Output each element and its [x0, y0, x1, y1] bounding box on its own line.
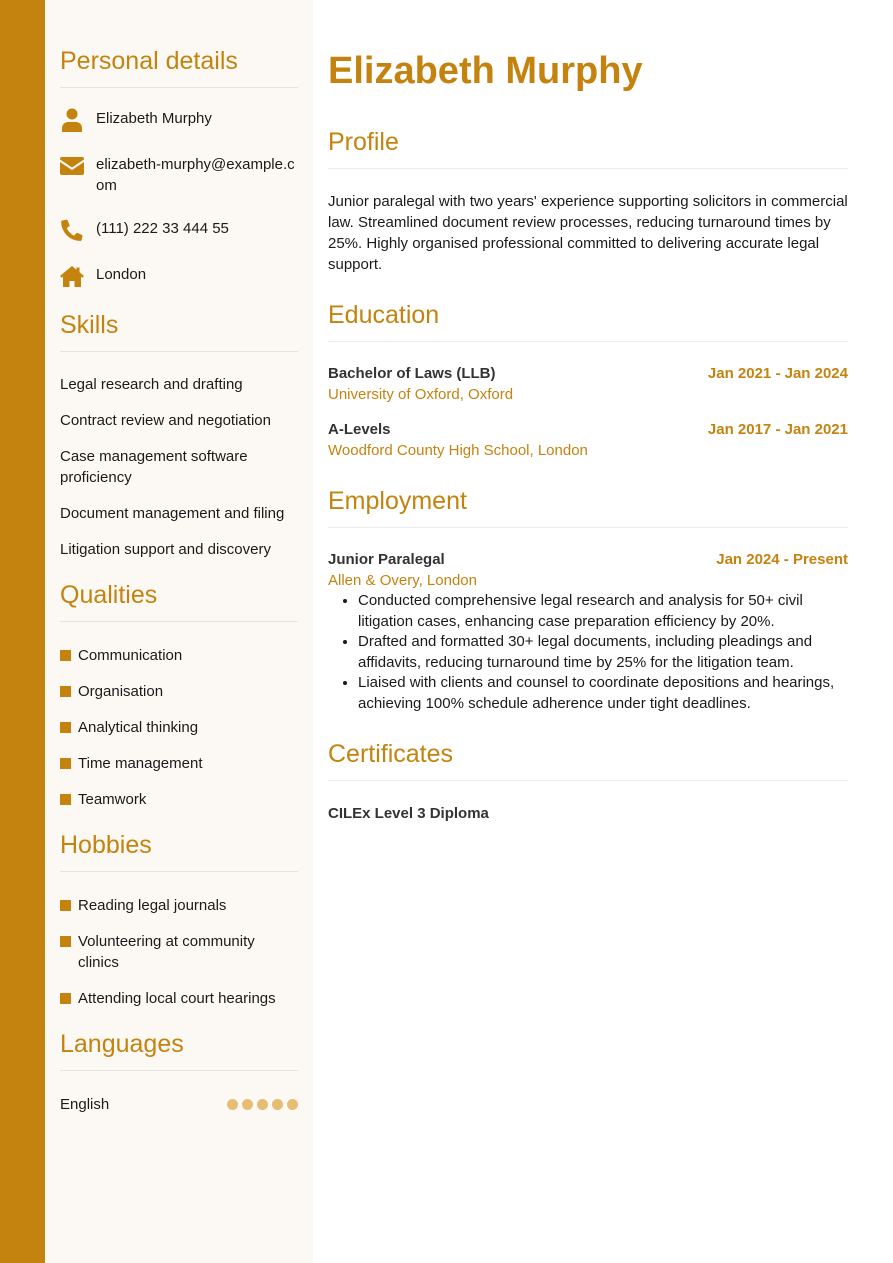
hobby-item: Volunteering at community clinics [60, 931, 298, 973]
section-title: Profile [328, 127, 848, 169]
responsibilities-list [328, 591, 848, 714]
skill-item: Case management software proficiency [60, 448, 248, 486]
square-bullet-icon [60, 650, 71, 661]
employer: Allen & Overy, London [328, 572, 477, 589]
rating-dot-filled [242, 1099, 253, 1110]
qualities-section [60, 580, 298, 810]
date-range: Jan 2021 - Jan 2024 [707, 365, 848, 382]
section-title: Skills [60, 310, 298, 352]
section-title: Education [328, 300, 848, 342]
degree-title: Bachelor of Laws (LLB) [328, 365, 496, 382]
profile-section [328, 127, 848, 275]
rating-dot-filled [227, 1099, 238, 1110]
section-title: Languages [60, 1029, 298, 1071]
main-content [328, 0, 848, 824]
envelope-icon [60, 154, 84, 178]
rating-dot-filled [272, 1099, 283, 1110]
candidate-name: Elizabeth Murphy [328, 50, 643, 92]
rating-dot-filled [287, 1099, 298, 1110]
institution: Woodford County High School, London [328, 442, 588, 459]
language-name: English [60, 1096, 110, 1113]
education-section [328, 300, 848, 461]
responsibility-item: • Drafted and formatted 30+ legal documents, including pleadings and affidavits, reducing turnaround time by 25% for the litigation team. [358, 632, 848, 673]
section-title: Certificates [328, 739, 848, 781]
responsibility-item: • Conducted comprehensive legal research and analysis for 50+ civil litigation cases, enhancing case preparation efficiency by 20%. [358, 591, 848, 632]
quality-item: Analytical thinking [60, 717, 298, 738]
section-title: Employment [328, 486, 848, 528]
skill-item: Contract review and negotiation [60, 412, 271, 429]
phone-icon [60, 218, 84, 242]
quality-item: Communication [60, 645, 298, 666]
square-bullet-icon [60, 686, 71, 697]
job-title: Junior Paralegal [328, 551, 445, 568]
language-level-rating [227, 1099, 298, 1110]
education-entry [328, 419, 848, 461]
responsibility-item: • Liaised with clients and counsel to coordinate depositions and hearings, achieving 100% schedule adherence under tight deadlines. [358, 673, 848, 714]
square-bullet-icon [60, 900, 71, 911]
skill-item: Document management and filing [60, 505, 285, 522]
skill-item: Litigation support and discovery [60, 541, 271, 558]
languages-section [60, 1029, 298, 1115]
accent-stripe [0, 0, 45, 1263]
date-range: Jan 2024 - Present [716, 551, 848, 568]
certificate-item: CILEx Level 3 Diploma [328, 805, 489, 822]
certificates-section [328, 739, 848, 824]
square-bullet-icon [60, 794, 71, 805]
rating-dot-filled [257, 1099, 268, 1110]
skills-section [60, 310, 298, 560]
employment-section [328, 486, 848, 714]
quality-item: Organisation [60, 681, 298, 702]
square-bullet-icon [60, 993, 71, 1004]
language-item [60, 1094, 298, 1115]
hobbies-section [60, 830, 298, 1009]
quality-item: Teamwork [60, 789, 298, 810]
sidebar [45, 0, 313, 1263]
institution: University of Oxford, Oxford [328, 386, 514, 403]
education-entry [328, 363, 848, 405]
hobby-item: Attending local court hearings [60, 988, 298, 1009]
square-bullet-icon [60, 936, 71, 947]
degree-title: A-Levels [328, 421, 391, 438]
user-icon [60, 108, 84, 132]
personal-detail-name: Elizabeth Murphy [60, 108, 298, 132]
personal-details-section [60, 46, 298, 288]
section-title: Qualities [60, 580, 298, 622]
date-range: Jan 2017 - Jan 2021 [707, 421, 848, 438]
section-title: Hobbies [60, 830, 298, 872]
profile-text: Junior paralegal with two years' experience supporting solicitors in commercial law. Streamlined document review processes, reducing turnaround times by 25%. Highly organised professional committed to delivering accurate legal support. [328, 193, 848, 273]
home-icon [60, 264, 84, 288]
quality-item: Time management [60, 753, 298, 774]
employment-entry [328, 549, 848, 714]
skill-item: Legal research and drafting [60, 376, 243, 393]
personal-detail-email: elizabeth-murphy@example.com [60, 154, 298, 196]
square-bullet-icon [60, 722, 71, 733]
personal-detail-location: London [60, 264, 298, 288]
square-bullet-icon [60, 758, 71, 769]
personal-detail-phone: (111) 222 33 444 55 [60, 218, 298, 242]
section-title: Personal details [60, 46, 298, 88]
hobby-item: Reading legal journals [60, 895, 298, 916]
